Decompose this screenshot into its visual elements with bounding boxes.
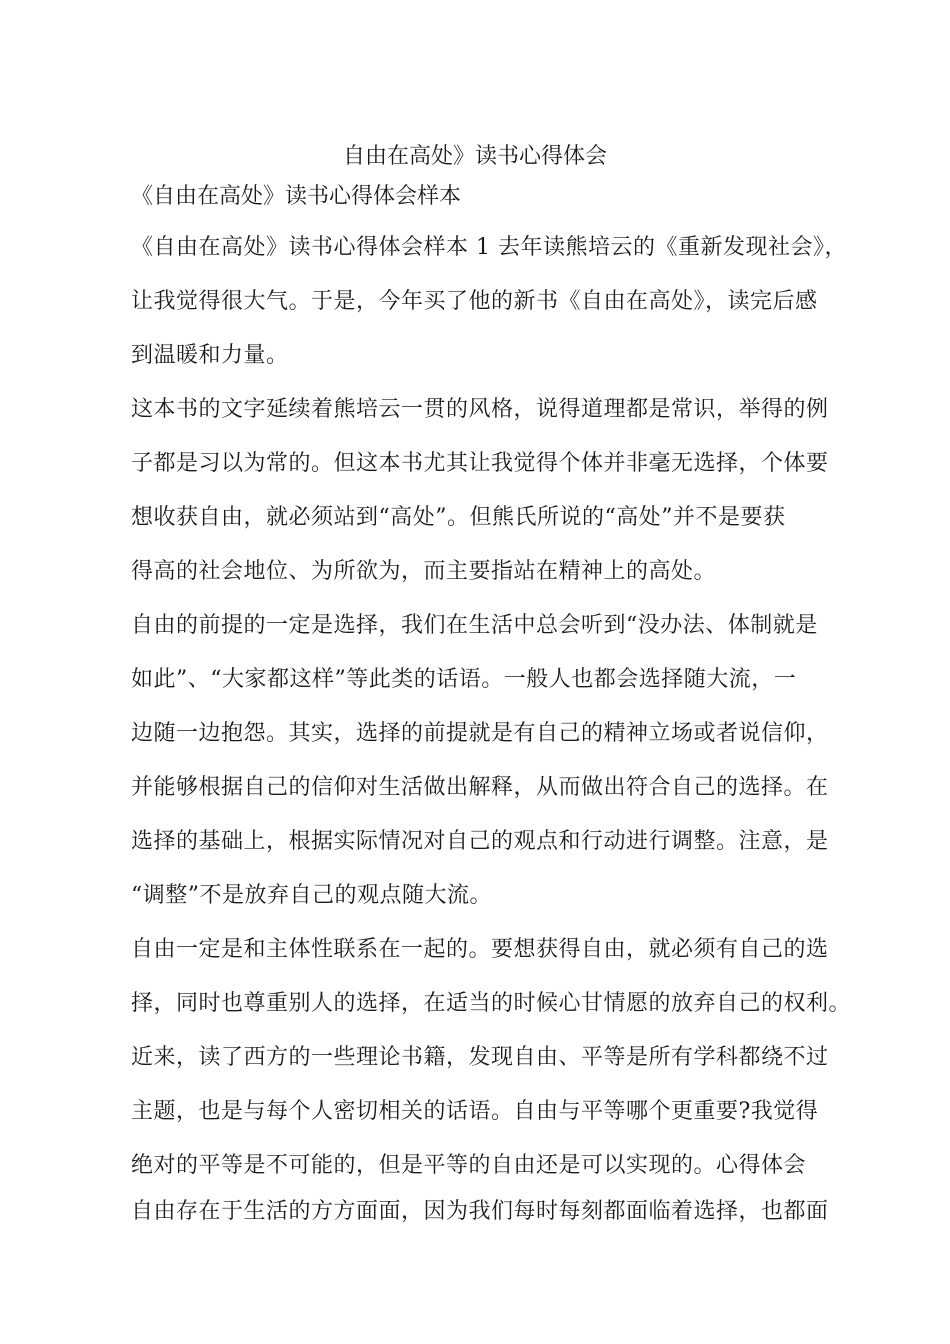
text-line: 如此”、“大家都这样”等此类的话语。一般人也都会选择随大流，一 (131, 667, 797, 692)
text-line: 近来，读了西方的一些理论书籍，发现自由、平等是所有学科都绕不过 (131, 1045, 829, 1070)
text-line: 自由存在于生活的方方面面，因为我们每时每刻都面临着选择，也都面 (131, 1199, 829, 1224)
text-line: 让我觉得很大气。于是，今年买了他的新书《自由在高处》，读完后感 (131, 289, 818, 314)
text-line: “调整”不是放弃自己的观点随大流。 (131, 883, 492, 908)
text-line: 选择的基础上，根据实际情况对自己的观点和行动进行调整。注意，是 (131, 829, 829, 854)
text-line: 绝对的平等是不可能的，但是平等的自由还是可以实现的。心得体会 (131, 1153, 807, 1178)
document-body (131, 233, 852, 1251)
text-line: 择，同时也尊重别人的选择，在适当的时候心甘情愿的放弃自己的权利。 (131, 991, 852, 1016)
text-line: 边随一边抱怨。其实，选择的前提就是有自己的精神立场或者说信仰， (131, 721, 829, 746)
text-line: 到温暖和力量。 (131, 343, 289, 368)
text-line: 想收获自由，就必须站到“高处”。但熊氏所说的“高处”并不是要获 (131, 505, 786, 530)
document-subtitle: 《自由在高处》读书心得体会样本 (131, 184, 462, 209)
text-line: 得高的社会地位、为所欲为，而主要指站在精神上的高处。 (131, 559, 717, 584)
text-line: 自由一定是和主体性联系在一起的。要想获得自由，就必须有自己的选 (131, 937, 829, 962)
text-line: 子都是习以为常的。但这本书尤其让我觉得个体并非毫无选择，个体要 (131, 451, 829, 476)
text-line: 自由的前提的一定是选择，我们在生活中总会听到“没办法、体制就是 (131, 613, 818, 638)
text-line: 并能够根据自己的信仰对生活做出解释，从而做出符合自己的选择。在 (131, 775, 829, 800)
text-line: 这本书的文字延续着熊培云一贯的风格，说得道理都是常识，举得的例 (131, 397, 829, 422)
text-line: 主题，也是与每个人密切相关的话语。自由与平等哪个更重要?我觉得 (131, 1099, 819, 1124)
text-line: 《自由在高处》读书心得体会样本 1 去年读熊培云的《重新发现社会》， (131, 235, 847, 260)
document-title: 自由在高处》读书心得体会 (342, 144, 607, 169)
